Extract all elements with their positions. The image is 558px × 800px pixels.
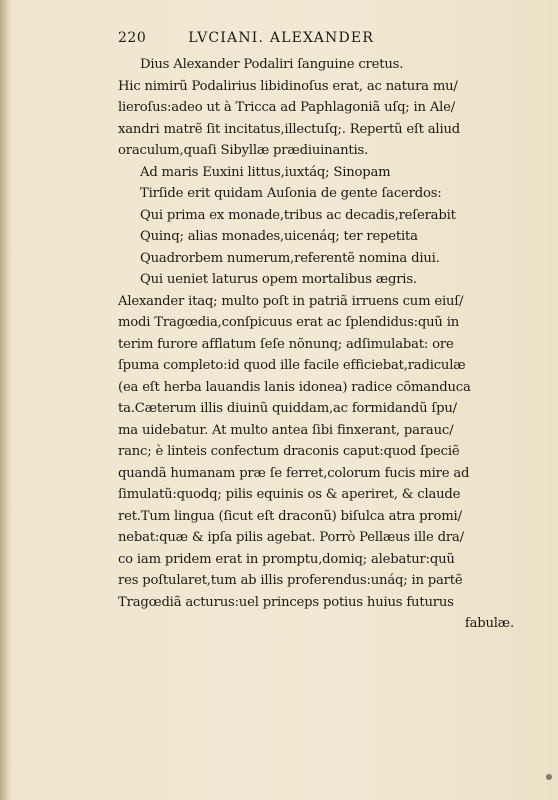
text-line: ſimulatũ:quodq; pilis equinis os & aperiret, & claude bbox=[118, 487, 461, 502]
text-line: Hic nimirũ Podalirius libidinoſus erat, ac natura mu/ bbox=[118, 78, 458, 94]
running-title: LVCIANI. ALEXANDER bbox=[188, 30, 375, 46]
text-line: Quinq; alias monades,uicenáq; ter repetita bbox=[140, 229, 418, 244]
text-line: modi Tragœdia,conſpicuus erat ac ſplendidus:quũ in bbox=[118, 315, 460, 330]
text-line: fabulæ. bbox=[464, 616, 514, 631]
text-line: Tragœdiã acturus:uel princeps potius huius futurus bbox=[118, 594, 454, 610]
text-line: Ad maris Euxini littus,iuxtáq; Sinopam bbox=[140, 164, 391, 180]
text-line: Dius Alexander Podaliri ſanguine cretus. bbox=[140, 57, 404, 72]
text-line: Qui prima ex monade,tribus ac decadis,reſerabit bbox=[140, 207, 456, 223]
text-line: ma uidebatur. At multo antea ſibi finxerant, parauc/ bbox=[118, 422, 454, 438]
text-line: ranc; è linteis confectum draconis caput:quod ſpeciẽ bbox=[118, 444, 460, 459]
text-line: Quadrorbem numerum,referentẽ nomina diui. bbox=[140, 250, 440, 266]
text-line: res poſtularet,tum ab illis proferendus:unáq; in partẽ bbox=[118, 573, 463, 588]
running-head bbox=[118, 30, 518, 54]
text-line: oraculum,quaſi Sibyllæ prædiuinantis. bbox=[118, 143, 369, 158]
text-line: ret.Tum lingua (ſicut eſt draconũ) biſulca atra promi/ bbox=[118, 508, 462, 524]
text-line: Tirſide erit quidam Auſonia de gente ſacerdos: bbox=[140, 186, 442, 201]
text-line: lieroſus:adeo ut à Tricca ad Paphlagoniã uſq; in Ale/ bbox=[118, 100, 456, 115]
text-line: Qui ueniet laturus opem mortalibus ægris. bbox=[140, 272, 417, 287]
text-line: terim furore afflatum ſeſe nõnunq; adſimulabat: ore bbox=[118, 336, 454, 352]
ink-spot bbox=[546, 774, 552, 780]
text-lines bbox=[118, 54, 518, 635]
text-line: nebat:quæ & ipſa pilis agebat. Porrò Pellæus ille dra/ bbox=[118, 530, 464, 545]
text-block bbox=[118, 30, 518, 635]
text-line: xandri matrẽ ſit incitatus,illectuſq;. Repertũ eſt aliud bbox=[118, 121, 460, 137]
text-line: Alexander itaq; multo poſt in patriã irruens cum eiuſ/ bbox=[118, 293, 464, 309]
text-line: quandã humanam præ ſe ferret,colorum fucis mire ad bbox=[118, 465, 470, 481]
text-line: co iam pridem erat in promptu,domiq; alebatur:quũ bbox=[118, 551, 455, 567]
text-line: (ea eſt herba lauandis lanis idonea) radice cõmanduca bbox=[118, 379, 471, 395]
page-number: 220 bbox=[118, 30, 147, 46]
text-line: ta.Cæterum illis diuinũ quiddam,ac formidandũ ſpu/ bbox=[118, 401, 457, 416]
page-edge-shadow bbox=[0, 0, 10, 800]
text-line: ſpuma completo:id quod ille facile efficiebat,radiculæ bbox=[118, 358, 466, 373]
